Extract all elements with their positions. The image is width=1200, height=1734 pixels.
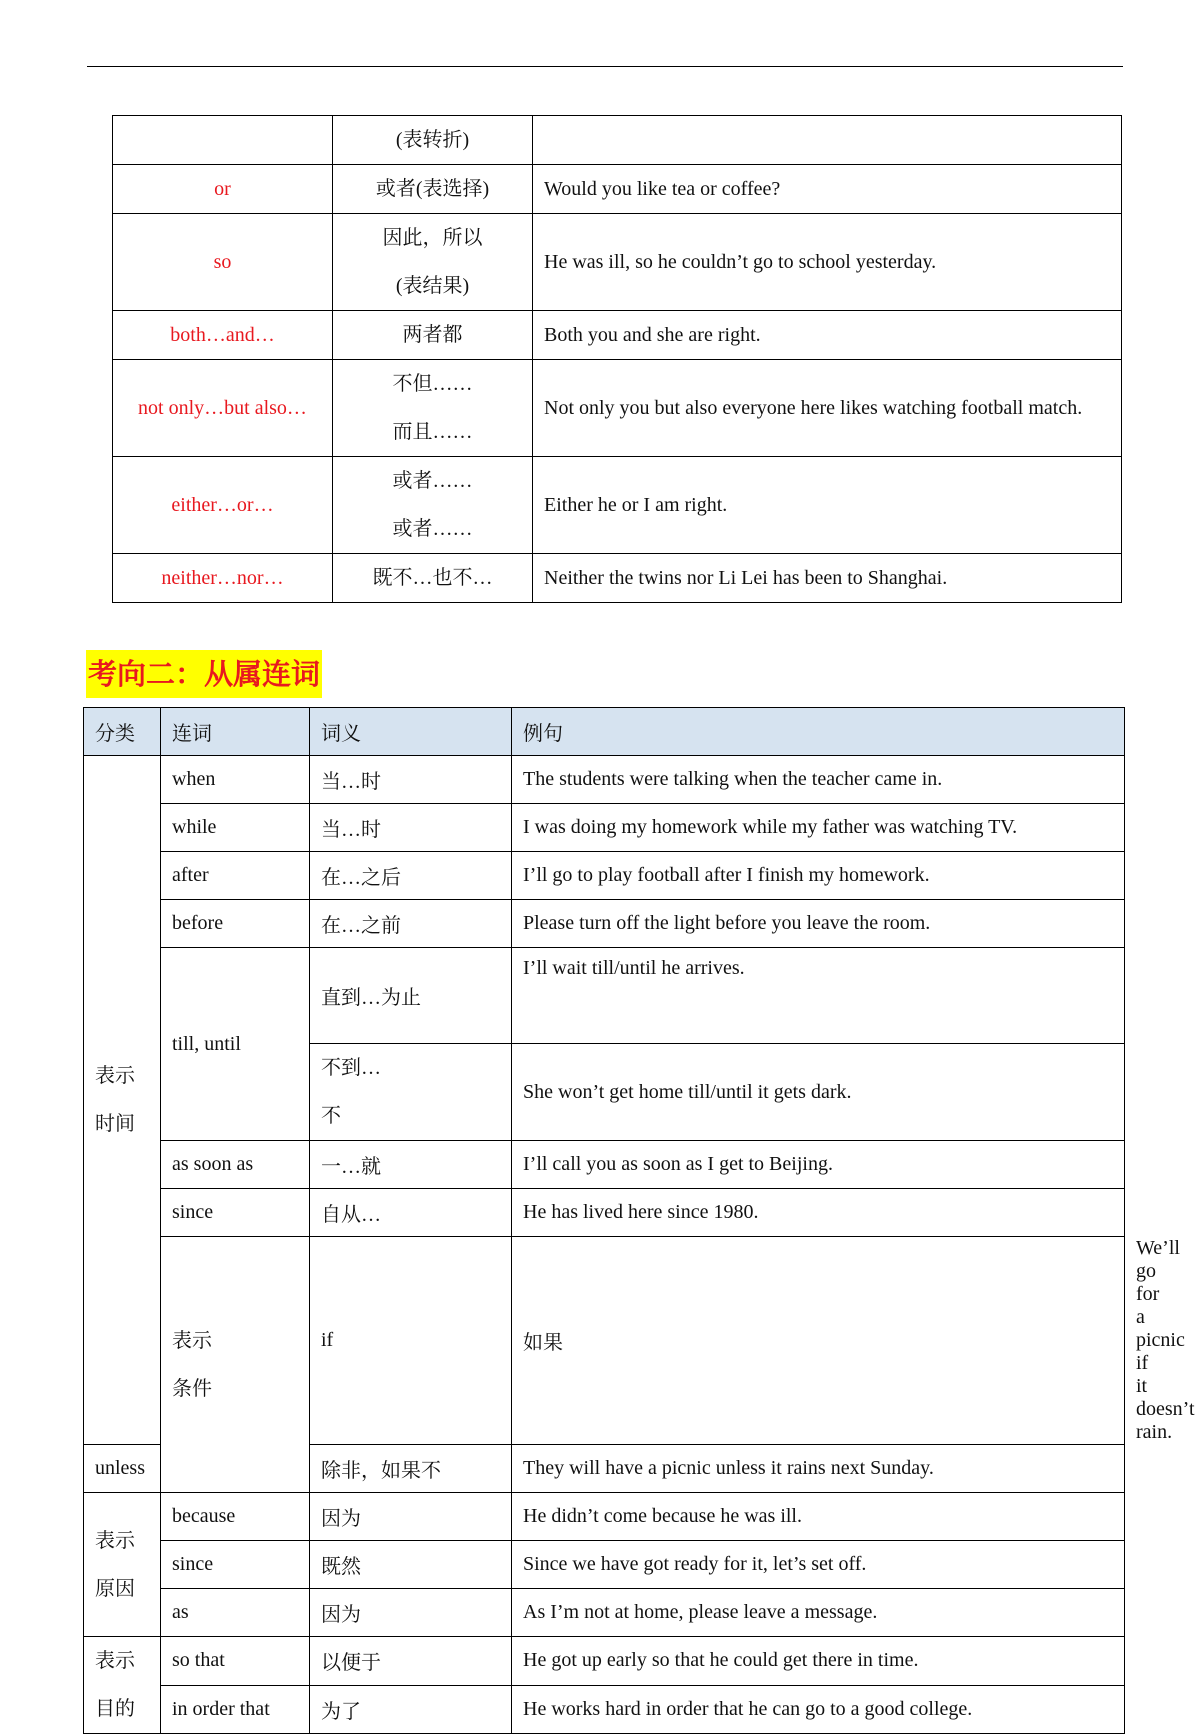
meaning-cell xyxy=(333,457,533,554)
conjunction-cell: since xyxy=(161,1189,310,1237)
example-cell: She won’t get home till/until it gets dark. xyxy=(512,1044,1125,1141)
category-line: 时间 xyxy=(95,1113,135,1135)
section-title: 考向二：从属连词 xyxy=(86,650,322,698)
meaning-cell: 或者(表选择) xyxy=(333,165,533,214)
conjunction-cell: as xyxy=(161,1589,310,1637)
example-cell: He has lived here since 1980. xyxy=(512,1189,1125,1237)
table-row xyxy=(84,1685,1125,1734)
example-cell: Neither the twins nor Li Lei has been to Shanghai. xyxy=(533,554,1122,603)
category-line: 原因 xyxy=(95,1577,135,1600)
example-cell: The students were talking when the teacher came in. xyxy=(512,756,1125,804)
meaning-cell: 以便于 xyxy=(310,1637,512,1686)
table-header-row xyxy=(84,708,1125,756)
category-line: 表示 xyxy=(95,1065,135,1087)
meaning-cell: 当…时 xyxy=(310,804,512,852)
meaning-cell: 既然 xyxy=(310,1541,512,1589)
table-row xyxy=(84,756,1125,804)
conjunction-cell: unless xyxy=(84,1445,161,1493)
meaning-line: 而且…… xyxy=(392,421,473,443)
meaning-line: 不但…… xyxy=(392,373,473,395)
conjunction-cell: both…and… xyxy=(113,311,333,360)
subordinating-conjunction-table xyxy=(83,707,1195,1734)
meaning-cell: (表转折) xyxy=(333,116,533,165)
table-row xyxy=(113,116,1122,165)
meaning-cell: 自从… xyxy=(310,1189,512,1237)
table-row xyxy=(84,852,1125,900)
conjunction-cell: so that xyxy=(161,1637,310,1686)
table-row xyxy=(84,1637,1125,1686)
example-cell: Not only you but also everyone here likes watching football match. xyxy=(533,360,1122,457)
conjunction-cell xyxy=(113,116,333,165)
example-cell: I’ll wait till/until he arrives. xyxy=(512,948,1125,1044)
meaning-cell: 两者都 xyxy=(333,311,533,360)
example-cell: Either he or I am right. xyxy=(533,457,1122,554)
header-meaning: 词义 xyxy=(310,708,512,756)
table-row xyxy=(84,804,1125,852)
table-row xyxy=(113,457,1122,554)
table-row: 表示 条件 if 如果 We’ll go for a picnic if it doesn’t rain. xyxy=(84,1237,1125,1445)
meaning-line: 或者…… xyxy=(392,518,473,540)
conjunction-cell: as soon as xyxy=(161,1141,310,1189)
conjunction-cell: while xyxy=(161,804,310,852)
conjunction-cell: if xyxy=(310,1237,512,1445)
category-line: 目的 xyxy=(95,1698,135,1720)
conjunction-cell: before xyxy=(161,900,310,948)
header-category: 分类 xyxy=(84,708,161,756)
table-row xyxy=(84,1141,1125,1189)
example-cell: Since we have got ready for it, let’s set off. xyxy=(512,1541,1125,1589)
table-row xyxy=(84,1493,1125,1541)
meaning-cell xyxy=(310,1044,512,1141)
table-row xyxy=(84,900,1125,948)
conjunction-cell: since xyxy=(161,1541,310,1589)
meaning-cell: 一…就 xyxy=(310,1141,512,1189)
category-cell xyxy=(84,756,161,1445)
category-line: 条件 xyxy=(172,1377,212,1400)
example-cell: Both you and she are right. xyxy=(533,311,1122,360)
conjunction-cell: after xyxy=(161,852,310,900)
table-row xyxy=(84,1189,1125,1237)
coordinating-conjunction-table xyxy=(112,115,1122,603)
example-cell: He works hard in order that he can go to a good college. xyxy=(512,1685,1125,1734)
table-row xyxy=(113,214,1122,311)
category-line: 表示 xyxy=(172,1329,212,1352)
meaning-line: 因此，所以 xyxy=(382,227,483,249)
meaning-line: (表结果) xyxy=(395,275,470,297)
conjunction-cell: because xyxy=(161,1493,310,1541)
meaning-line: 或者…… xyxy=(392,470,473,492)
meaning-cell: 因为 xyxy=(310,1493,512,1541)
table-row xyxy=(113,554,1122,603)
table-row xyxy=(84,1589,1125,1637)
example-cell: I’ll go to play football after I finish my homework. xyxy=(512,852,1125,900)
table-row xyxy=(84,1541,1125,1589)
category-cell xyxy=(161,1237,310,1493)
meaning-cell: 直到…为止 xyxy=(310,948,512,1044)
table-row xyxy=(113,311,1122,360)
category-line: 表示 xyxy=(95,1529,135,1552)
table-row xyxy=(84,948,1125,1044)
meaning-cell: 除非，如果不 xyxy=(310,1445,512,1493)
header-rule xyxy=(87,66,1123,67)
conjunction-cell: till, until xyxy=(161,948,310,1141)
meaning-cell: 既不…也不… xyxy=(333,554,533,603)
example-cell: They will have a picnic unless it rains next Sunday. xyxy=(512,1445,1125,1493)
conjunction-cell: so xyxy=(113,214,333,311)
conjunction-cell: either…or… xyxy=(113,457,333,554)
meaning-cell: 为了 xyxy=(310,1685,512,1734)
example-cell: Would you like tea or coffee? xyxy=(533,165,1122,214)
meaning-cell xyxy=(333,214,533,311)
example-cell: Please turn off the light before you leave the room. xyxy=(512,900,1125,948)
category-cell xyxy=(84,1493,161,1637)
meaning-cell: 如果 xyxy=(512,1237,1125,1445)
meaning-cell xyxy=(333,360,533,457)
conjunction-cell: or xyxy=(113,165,333,214)
conjunction-cell: when xyxy=(161,756,310,804)
category-cell xyxy=(84,1637,161,1734)
example-cell: As I’m not at home, please leave a message. xyxy=(512,1589,1125,1637)
meaning-cell: 当…时 xyxy=(310,756,512,804)
meaning-cell: 在…之后 xyxy=(310,852,512,900)
example-cell: I’ll call you as soon as I get to Beijing. xyxy=(512,1141,1125,1189)
meaning-line: 不到… xyxy=(321,1057,381,1079)
example-cell: I was doing my homework while my father was watching TV. xyxy=(512,804,1125,852)
header-conjunction: 连词 xyxy=(161,708,310,756)
example-cell: He was ill, so he couldn’t go to school yesterday. xyxy=(533,214,1122,311)
example-cell xyxy=(533,116,1122,165)
conjunction-cell: not only…but also… xyxy=(113,360,333,457)
example-cell: He didn’t come because he was ill. xyxy=(512,1493,1125,1541)
meaning-cell: 在…之前 xyxy=(310,900,512,948)
meaning-line: 不 xyxy=(321,1105,341,1127)
conjunction-cell: in order that xyxy=(161,1685,310,1734)
table-row xyxy=(113,165,1122,214)
example-cell: He got up early so that he could get there in time. xyxy=(512,1637,1125,1686)
meaning-cell: 因为 xyxy=(310,1589,512,1637)
conjunction-cell: neither…nor… xyxy=(113,554,333,603)
category-line: 表示 xyxy=(95,1650,135,1672)
table-row xyxy=(113,360,1122,457)
header-example: 例句 xyxy=(512,708,1125,756)
